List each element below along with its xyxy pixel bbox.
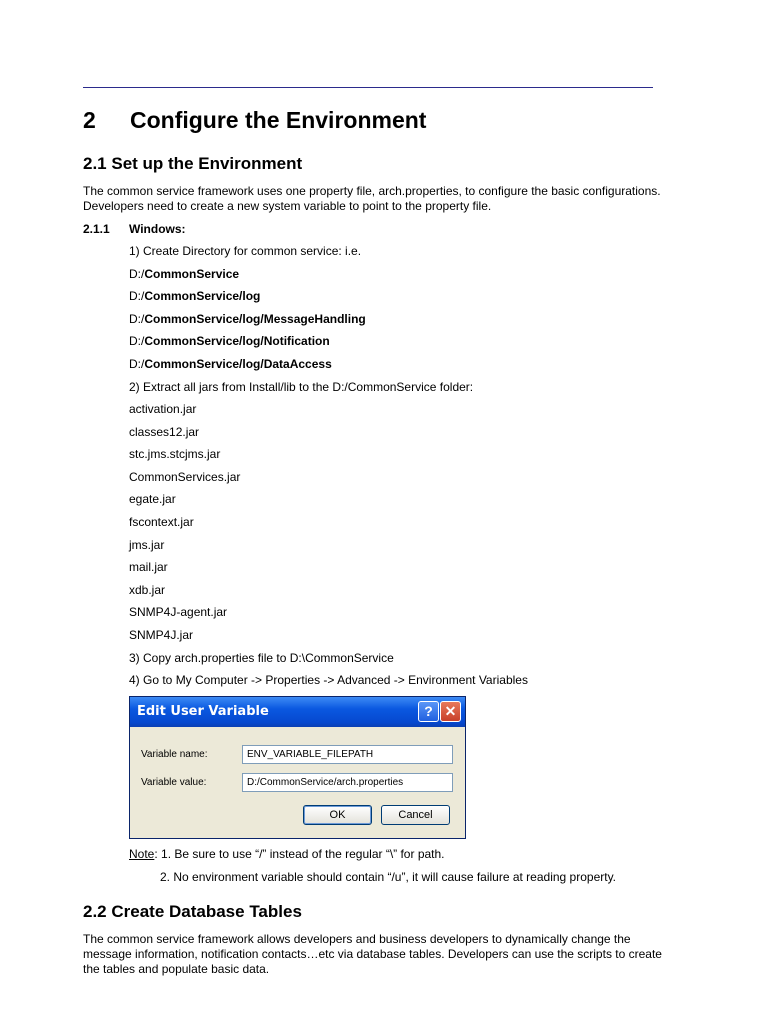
chapter-title: Configure the Environment <box>130 107 427 133</box>
directory-item: D:/CommonService <box>129 267 240 281</box>
variable-value-label: Variable value: <box>141 777 207 788</box>
close-icon[interactable]: ✕ <box>440 701 461 722</box>
directory-item: D:/CommonService/log/Notification <box>129 334 330 348</box>
dialog-titlebar[interactable] <box>130 697 465 727</box>
directory-item: D:/CommonService/log/MessageHandling <box>129 312 366 326</box>
note-label: Note <box>129 847 155 861</box>
step-1: 1) Create Directory for common service: i.e. <box>129 244 362 258</box>
section-2-2-heading: 2.2 Create Database Tables <box>83 902 302 921</box>
jar-item: activation.jar <box>129 402 197 416</box>
section-2-2-paragraph: The common service framework allows developers and business developers to dynamically change the message information, notification contacts…etc via database tables. Developers can use the scripts to create the tables and populate basic data. <box>83 932 662 976</box>
jar-item: fscontext.jar <box>129 515 194 529</box>
note-line-2: 2. No environment variable should contain “/u”, it will cause failure at reading property. <box>160 870 617 884</box>
step-2: 2) Extract all jars from Install/lib to the D:/CommonService folder: <box>129 380 474 394</box>
subsection-title: Windows: <box>129 222 186 236</box>
note-text-1: : 1. Be sure to use “/” instead of the regular “\” for path. <box>154 847 445 861</box>
chapter-number: 2 <box>83 107 96 133</box>
subsection-2-1-1-heading <box>83 222 186 236</box>
section-2-1-paragraph: The common service framework uses one property file, arch.properties, to configure the basic configurations. Developers need to create a new system variable to point to the property file. <box>83 184 661 213</box>
ok-button[interactable]: OK <box>303 805 372 825</box>
cancel-button[interactable]: Cancel <box>381 805 450 825</box>
section-2-1-heading: 2.1 Set up the Environment <box>83 154 303 173</box>
edit-user-variable-dialog <box>129 696 466 839</box>
step-4: 4) Go to My Computer -> Properties -> Advanced -> Environment Variables <box>129 673 528 687</box>
jar-item: SNMP4J.jar <box>129 628 194 642</box>
variable-name-label: Variable name: <box>141 749 208 760</box>
jar-item: egate.jar <box>129 492 176 506</box>
step-3: 3) Copy arch.properties file to D:\CommonService <box>129 651 394 665</box>
dialog-title: Edit User Variable <box>137 704 269 719</box>
jar-item: mail.jar <box>129 560 168 574</box>
jar-item: jms.jar <box>129 538 165 552</box>
header-rule <box>83 87 653 88</box>
jar-item: stc.jms.stcjms.jar <box>129 447 221 461</box>
help-icon[interactable]: ? <box>418 701 439 722</box>
subsection-number: 2.1.1 <box>83 222 110 236</box>
note-line-1 <box>129 847 445 861</box>
variable-value-input[interactable]: D:/CommonService/arch.properties <box>242 773 453 792</box>
chapter-heading <box>83 107 426 134</box>
jar-item: CommonServices.jar <box>129 470 241 484</box>
directory-item: D:/CommonService/log <box>129 289 261 303</box>
directory-item: D:/CommonService/log/DataAccess <box>129 357 332 371</box>
jar-item: xdb.jar <box>129 583 166 597</box>
jar-item: SNMP4J-agent.jar <box>129 605 228 619</box>
variable-name-input[interactable]: ENV_VARIABLE_FILEPATH <box>242 745 453 764</box>
jar-item: classes12.jar <box>129 425 200 439</box>
